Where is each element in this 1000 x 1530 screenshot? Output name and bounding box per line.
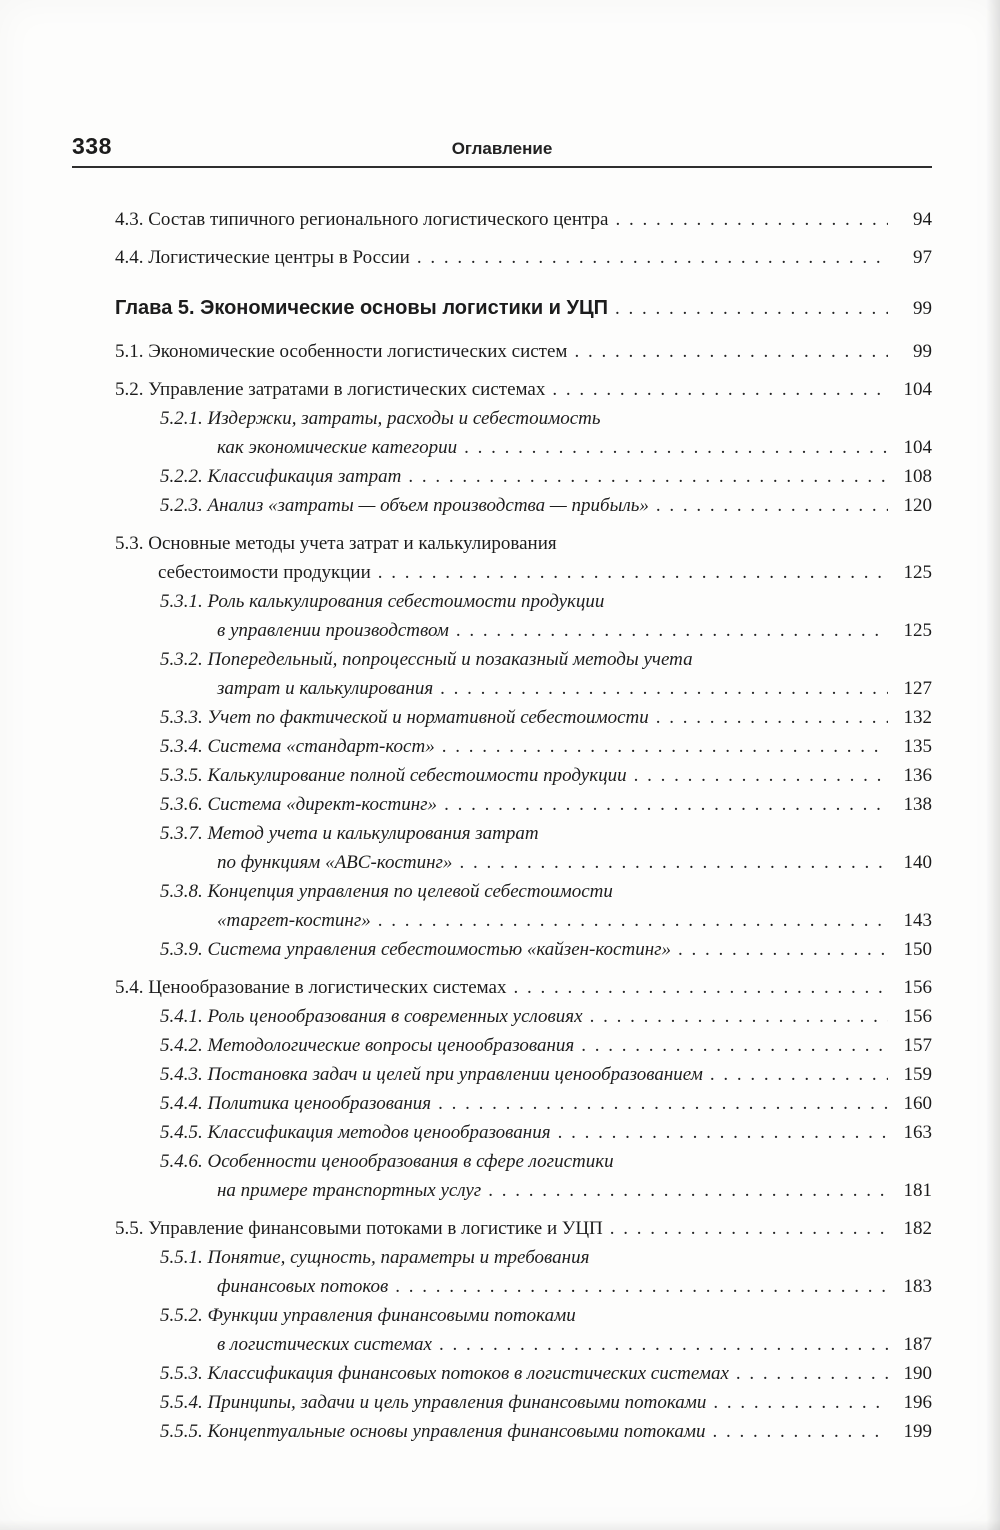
dot-leader (408, 462, 888, 491)
toc-entry-line (160, 462, 932, 491)
toc-list (0, 168, 1000, 1446)
dot-leader (558, 1118, 888, 1147)
toc-entry (115, 337, 932, 366)
toc-entry-line (115, 337, 932, 366)
toc-page-number: 135 (903, 736, 932, 757)
toc-entry-text: 5.3.5. Калькулирование полной себестоимости продукции (160, 765, 627, 786)
page-bottom-shadow (0, 1520, 1000, 1530)
toc-entry (160, 1243, 932, 1301)
toc-entry (160, 1388, 932, 1417)
toc-entry (115, 205, 932, 234)
toc-entry (160, 1002, 932, 1031)
toc-entry-text: 5.5.1. Понятие, сущность, параметры и требования (160, 1247, 590, 1268)
dot-leader (736, 1359, 888, 1388)
toc-entry-text: в управлении производством (217, 620, 449, 641)
dot-leader (488, 1176, 888, 1205)
toc-entry-text: по функциям «ABC-костинг» (217, 852, 453, 873)
running-title: Оглавление (451, 139, 553, 158)
toc-entry-text: 5.2.2. Классификация затрат (160, 466, 402, 487)
toc-page-number: 190 (903, 1363, 932, 1384)
toc-entry-line (160, 790, 932, 819)
dot-leader (713, 1388, 888, 1417)
toc-entry-text: Глава 5. Экономические основы логистики и УЦП (115, 297, 608, 319)
dot-leader (678, 935, 888, 964)
toc-entry-line (115, 1214, 932, 1243)
toc-entry-line (160, 1417, 932, 1446)
toc-entry-line (158, 558, 932, 587)
toc-entry-line (160, 761, 932, 790)
toc-entry-line (160, 1147, 932, 1176)
toc-entry-line (217, 1176, 932, 1205)
toc-entry-text: 5.3.6. Система «директ-костинг» (160, 794, 438, 815)
toc-page-number: 187 (903, 1334, 932, 1355)
toc-page-number: 125 (903, 620, 932, 641)
toc-entry-line (160, 1060, 932, 1089)
toc-entry (160, 761, 932, 790)
toc-page-number: 157 (903, 1035, 932, 1056)
toc-entry-line (160, 1002, 932, 1031)
toc-entry-line (160, 1301, 932, 1330)
toc-entry-text: 5.2. Управление затратами в логистических системах (115, 379, 546, 400)
toc-page-number: 150 (903, 939, 932, 960)
toc-entry (115, 375, 932, 404)
toc-entry-text: 5.4.5. Классификация методов ценообразования (160, 1122, 551, 1143)
toc-entry (160, 1060, 932, 1089)
toc-entry-text: 4.3. Состав типичного регионального логистического центра (115, 209, 609, 230)
toc-entry (115, 243, 932, 272)
toc-entry-text: 5.5.3. Классификация финансовых потоков в логистических системах (160, 1363, 729, 1384)
toc-entry-text: в логистических системах (217, 1334, 432, 1355)
toc-entry-text: 5.3.4. Система «стандарт-кост» (160, 736, 435, 757)
toc-page-number: 181 (903, 1180, 932, 1201)
toc-page-number: 163 (903, 1122, 932, 1143)
page-header (72, 132, 932, 168)
toc-entry-line (115, 294, 932, 323)
dot-leader (395, 1272, 888, 1301)
toc-entry-line (160, 1388, 932, 1417)
dot-leader (615, 205, 888, 234)
toc-entry-line (160, 1118, 932, 1147)
toc-page-number: 94 (913, 209, 932, 230)
toc-page-number: 136 (903, 765, 932, 786)
toc-page-number: 183 (903, 1276, 932, 1297)
dot-leader (378, 906, 888, 935)
toc-entry (160, 491, 932, 520)
dot-leader (378, 558, 888, 587)
toc-entry (160, 645, 932, 703)
toc-page-number: 160 (903, 1093, 932, 1114)
toc-page-number: 140 (903, 852, 932, 873)
toc-entry (160, 703, 932, 732)
dot-leader (439, 1330, 888, 1359)
dot-leader (634, 761, 888, 790)
toc-entry-line (115, 973, 932, 1002)
toc-entry-line (115, 529, 932, 558)
toc-page-number: 143 (903, 910, 932, 931)
toc-entry-text: 5.2.3. Анализ «затраты — объем производства — прибыль» (160, 495, 649, 516)
toc-page-number: 159 (903, 1064, 932, 1085)
toc-page-number: 120 (903, 495, 932, 516)
dot-leader (442, 732, 888, 761)
toc-entry-line (217, 1272, 932, 1301)
toc-entry-text: 5.5. Управление финансовыми потоками в логистике и УЦП (115, 1218, 603, 1239)
toc-entry-line (115, 375, 932, 404)
dot-leader (513, 973, 888, 1002)
toc-entry-text: финансовых потоков (217, 1276, 389, 1297)
toc-entry-text: 5.3.8. Концепция управления по целевой себестоимости (160, 881, 613, 902)
toc-entry-text: 5.4.3. Постановка задач и целей при управлении ценообразованием (160, 1064, 703, 1085)
toc-entry-text: 5.3.2. Попередельный, попроцессный и позаказный методы учета (160, 649, 693, 670)
page-number: 338 (72, 133, 112, 159)
toc-entry-line (115, 243, 932, 272)
toc-page-number: 182 (903, 1218, 932, 1239)
toc-entry (160, 587, 932, 645)
toc-entry-text: 5.4.1. Роль ценообразования в современных условиях (160, 1006, 583, 1027)
dot-leader (656, 703, 888, 732)
toc-entry-text: 5.4.4. Политика ценообразования (160, 1093, 432, 1114)
toc-page-number: 99 (913, 341, 932, 362)
dot-leader (581, 1031, 888, 1060)
dot-leader (710, 1060, 888, 1089)
dot-leader (440, 674, 888, 703)
dot-leader (464, 433, 888, 462)
toc-entry-text: 5.5.5. Концептуальные основы управления финансовыми потоками (160, 1421, 706, 1442)
toc-entry-line (160, 1089, 932, 1118)
dot-leader (574, 337, 888, 366)
toc-page-number: 108 (903, 466, 932, 487)
toc-entry-line (160, 404, 932, 433)
toc-entry (160, 790, 932, 819)
toc-entry-line (217, 906, 932, 935)
toc-entry (160, 1031, 932, 1060)
dot-leader (712, 1417, 888, 1446)
toc-page-number: 127 (903, 678, 932, 699)
toc-entry (160, 877, 932, 935)
toc-page-number: 138 (903, 794, 932, 815)
toc-entry-text: 5.3.9. Система управления себестоимостью «кайзен-костинг» (160, 939, 672, 960)
toc-entry (160, 462, 932, 491)
dot-leader (610, 1214, 888, 1243)
toc-entry-line (160, 732, 932, 761)
toc-page-number: 99 (913, 298, 932, 319)
toc-entry-line (160, 935, 932, 964)
toc-entry-text: 5.1. Экономические особенности логистических систем (115, 341, 568, 362)
toc-entry-text: 5.3.7. Метод учета и калькулирования затрат (160, 823, 539, 844)
toc-entry (160, 819, 932, 877)
toc-entry-line (115, 205, 932, 234)
toc-entry-text: 5.3. Основные методы учета затрат и калькулирования (115, 533, 557, 554)
dot-leader (590, 1002, 888, 1031)
toc-entry (160, 1118, 932, 1147)
dot-leader (444, 790, 888, 819)
toc-entry-text: 5.3.1. Роль калькулирования себестоимости продукции (160, 591, 605, 612)
toc-page-number: 104 (903, 437, 932, 458)
dot-leader (438, 1089, 888, 1118)
toc-entry (160, 1147, 932, 1205)
toc-entry (160, 1359, 932, 1388)
toc-entry-line (217, 674, 932, 703)
toc-entry (160, 732, 932, 761)
toc-entry-text: 5.3.3. Учет по фактической и нормативной себестоимости (160, 707, 649, 728)
toc-page-number: 156 (903, 1006, 932, 1027)
toc-entry-text: затрат и калькулирования (217, 678, 434, 699)
toc-entry-line (217, 1330, 932, 1359)
toc-entry-line (160, 587, 932, 616)
toc-entry-line (160, 877, 932, 906)
toc-page-number: 196 (903, 1392, 932, 1413)
toc-entry (160, 935, 932, 964)
dot-leader (417, 243, 888, 272)
toc-entry (115, 529, 932, 587)
toc-entry-text: 5.5.2. Функции управления финансовыми потоками (160, 1305, 576, 1326)
toc-entry-line (160, 1243, 932, 1272)
toc-entry-text: себестоимости продукции (158, 562, 371, 583)
toc-entry (115, 1214, 932, 1243)
dot-leader (459, 848, 888, 877)
toc-entry-line (160, 819, 932, 848)
toc-page-number: 97 (913, 247, 932, 268)
toc-page-number: 156 (903, 977, 932, 998)
toc-entry-text: 5.4. Ценообразование в логистических системах (115, 977, 507, 998)
toc-entry-text: как экономические категории (217, 437, 458, 458)
toc-entry (160, 1301, 932, 1359)
toc-entry-line (160, 1031, 932, 1060)
toc-page-number: 125 (903, 562, 932, 583)
toc-entry (160, 1089, 932, 1118)
dot-leader (615, 294, 888, 323)
toc-page-number: 104 (903, 379, 932, 400)
toc-entry-line (160, 491, 932, 520)
toc-entry-text: 5.5.4. Принципы, задачи и цель управления финансовыми потоками (160, 1392, 707, 1413)
toc-entry-text: 5.4.2. Методологические вопросы ценообразования (160, 1035, 575, 1056)
toc-entry-text: 5.4.6. Особенности ценообразования в сфере логистики (160, 1151, 614, 1172)
toc-entry-line (160, 703, 932, 732)
toc-entry (160, 404, 932, 462)
toc-entry (160, 1417, 932, 1446)
dot-leader (456, 616, 888, 645)
toc-entry-line (217, 616, 932, 645)
dot-leader (552, 375, 888, 404)
toc-entry-text: 4.4. Логистические центры в России (115, 247, 410, 268)
toc-entry-text: на примере транспортных услуг (217, 1180, 482, 1201)
toc-entry (115, 973, 932, 1002)
toc-entry-text: 5.2.1. Издержки, затраты, расходы и себестоимость (160, 408, 601, 429)
toc-entry-text: «таргет-костинг» (217, 910, 371, 931)
toc-entry-line (160, 1359, 932, 1388)
dot-leader (656, 491, 888, 520)
toc-entry (115, 294, 932, 323)
toc-entry-line (160, 645, 932, 674)
toc-entry-line (217, 433, 932, 462)
toc-entry-line (217, 848, 932, 877)
toc-page-number: 199 (903, 1421, 932, 1442)
toc-page-number: 132 (903, 707, 932, 728)
